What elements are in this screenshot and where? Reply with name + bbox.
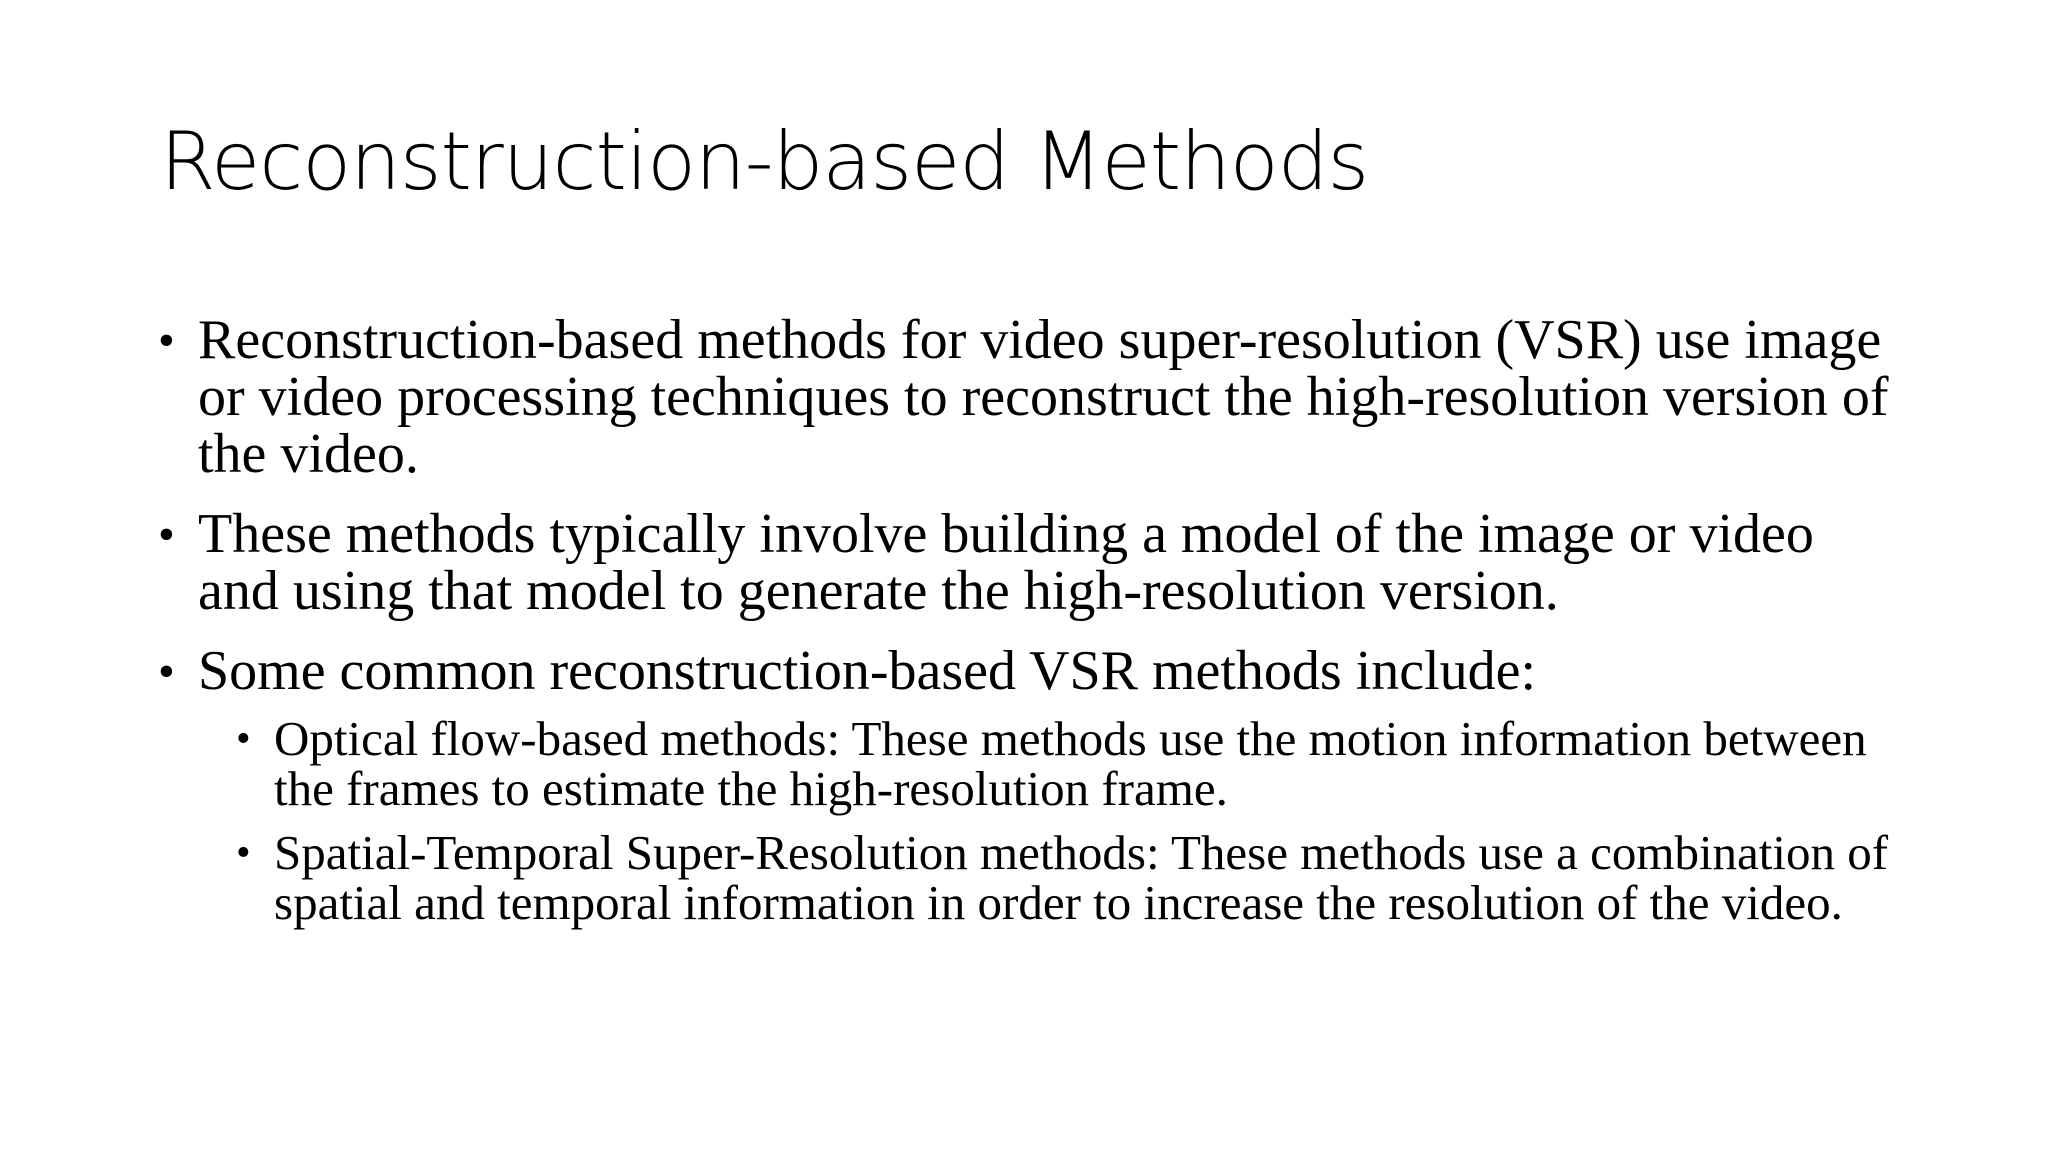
sub-bullet-list <box>148 711 1908 930</box>
slide-title: Reconstruction-based Methods <box>160 115 1369 208</box>
bullet-item <box>148 640 1908 702</box>
bullet-text: Some common reconstruction-based VSR methods include: <box>198 640 1537 702</box>
bullet-dot-icon: • <box>158 645 175 698</box>
bullet-dot-icon: • <box>158 508 175 561</box>
bullet-dot-icon: • <box>158 314 175 367</box>
sub-bullet-dot-icon: • <box>236 716 251 762</box>
bullet-text: These methods typically involve building a model of the image or video and using that model to generate the high-resolution version. <box>198 503 1814 622</box>
bullet-text: Reconstruction-based methods for video super-resolution (VSR) use image or video processing techniques to reconstruct the high-resolution version of the video. <box>198 309 1889 485</box>
bullet-list <box>148 309 1908 942</box>
sub-bullet-text: Optical flow-based methods: These methods use the motion information between the frames to estimate the high-resolution frame. <box>274 711 1867 816</box>
bullet-item <box>148 503 1908 622</box>
sub-bullet-item <box>236 711 1894 816</box>
sub-bullet-text: Spatial-Temporal Super-Resolution methods: These methods use a combination of spatial and temporal information in order to increase the resolution of the video. <box>274 825 1889 930</box>
bullet-item <box>148 309 1908 485</box>
sub-bullet-dot-icon: • <box>236 830 251 876</box>
sub-bullet-item <box>236 825 1894 930</box>
